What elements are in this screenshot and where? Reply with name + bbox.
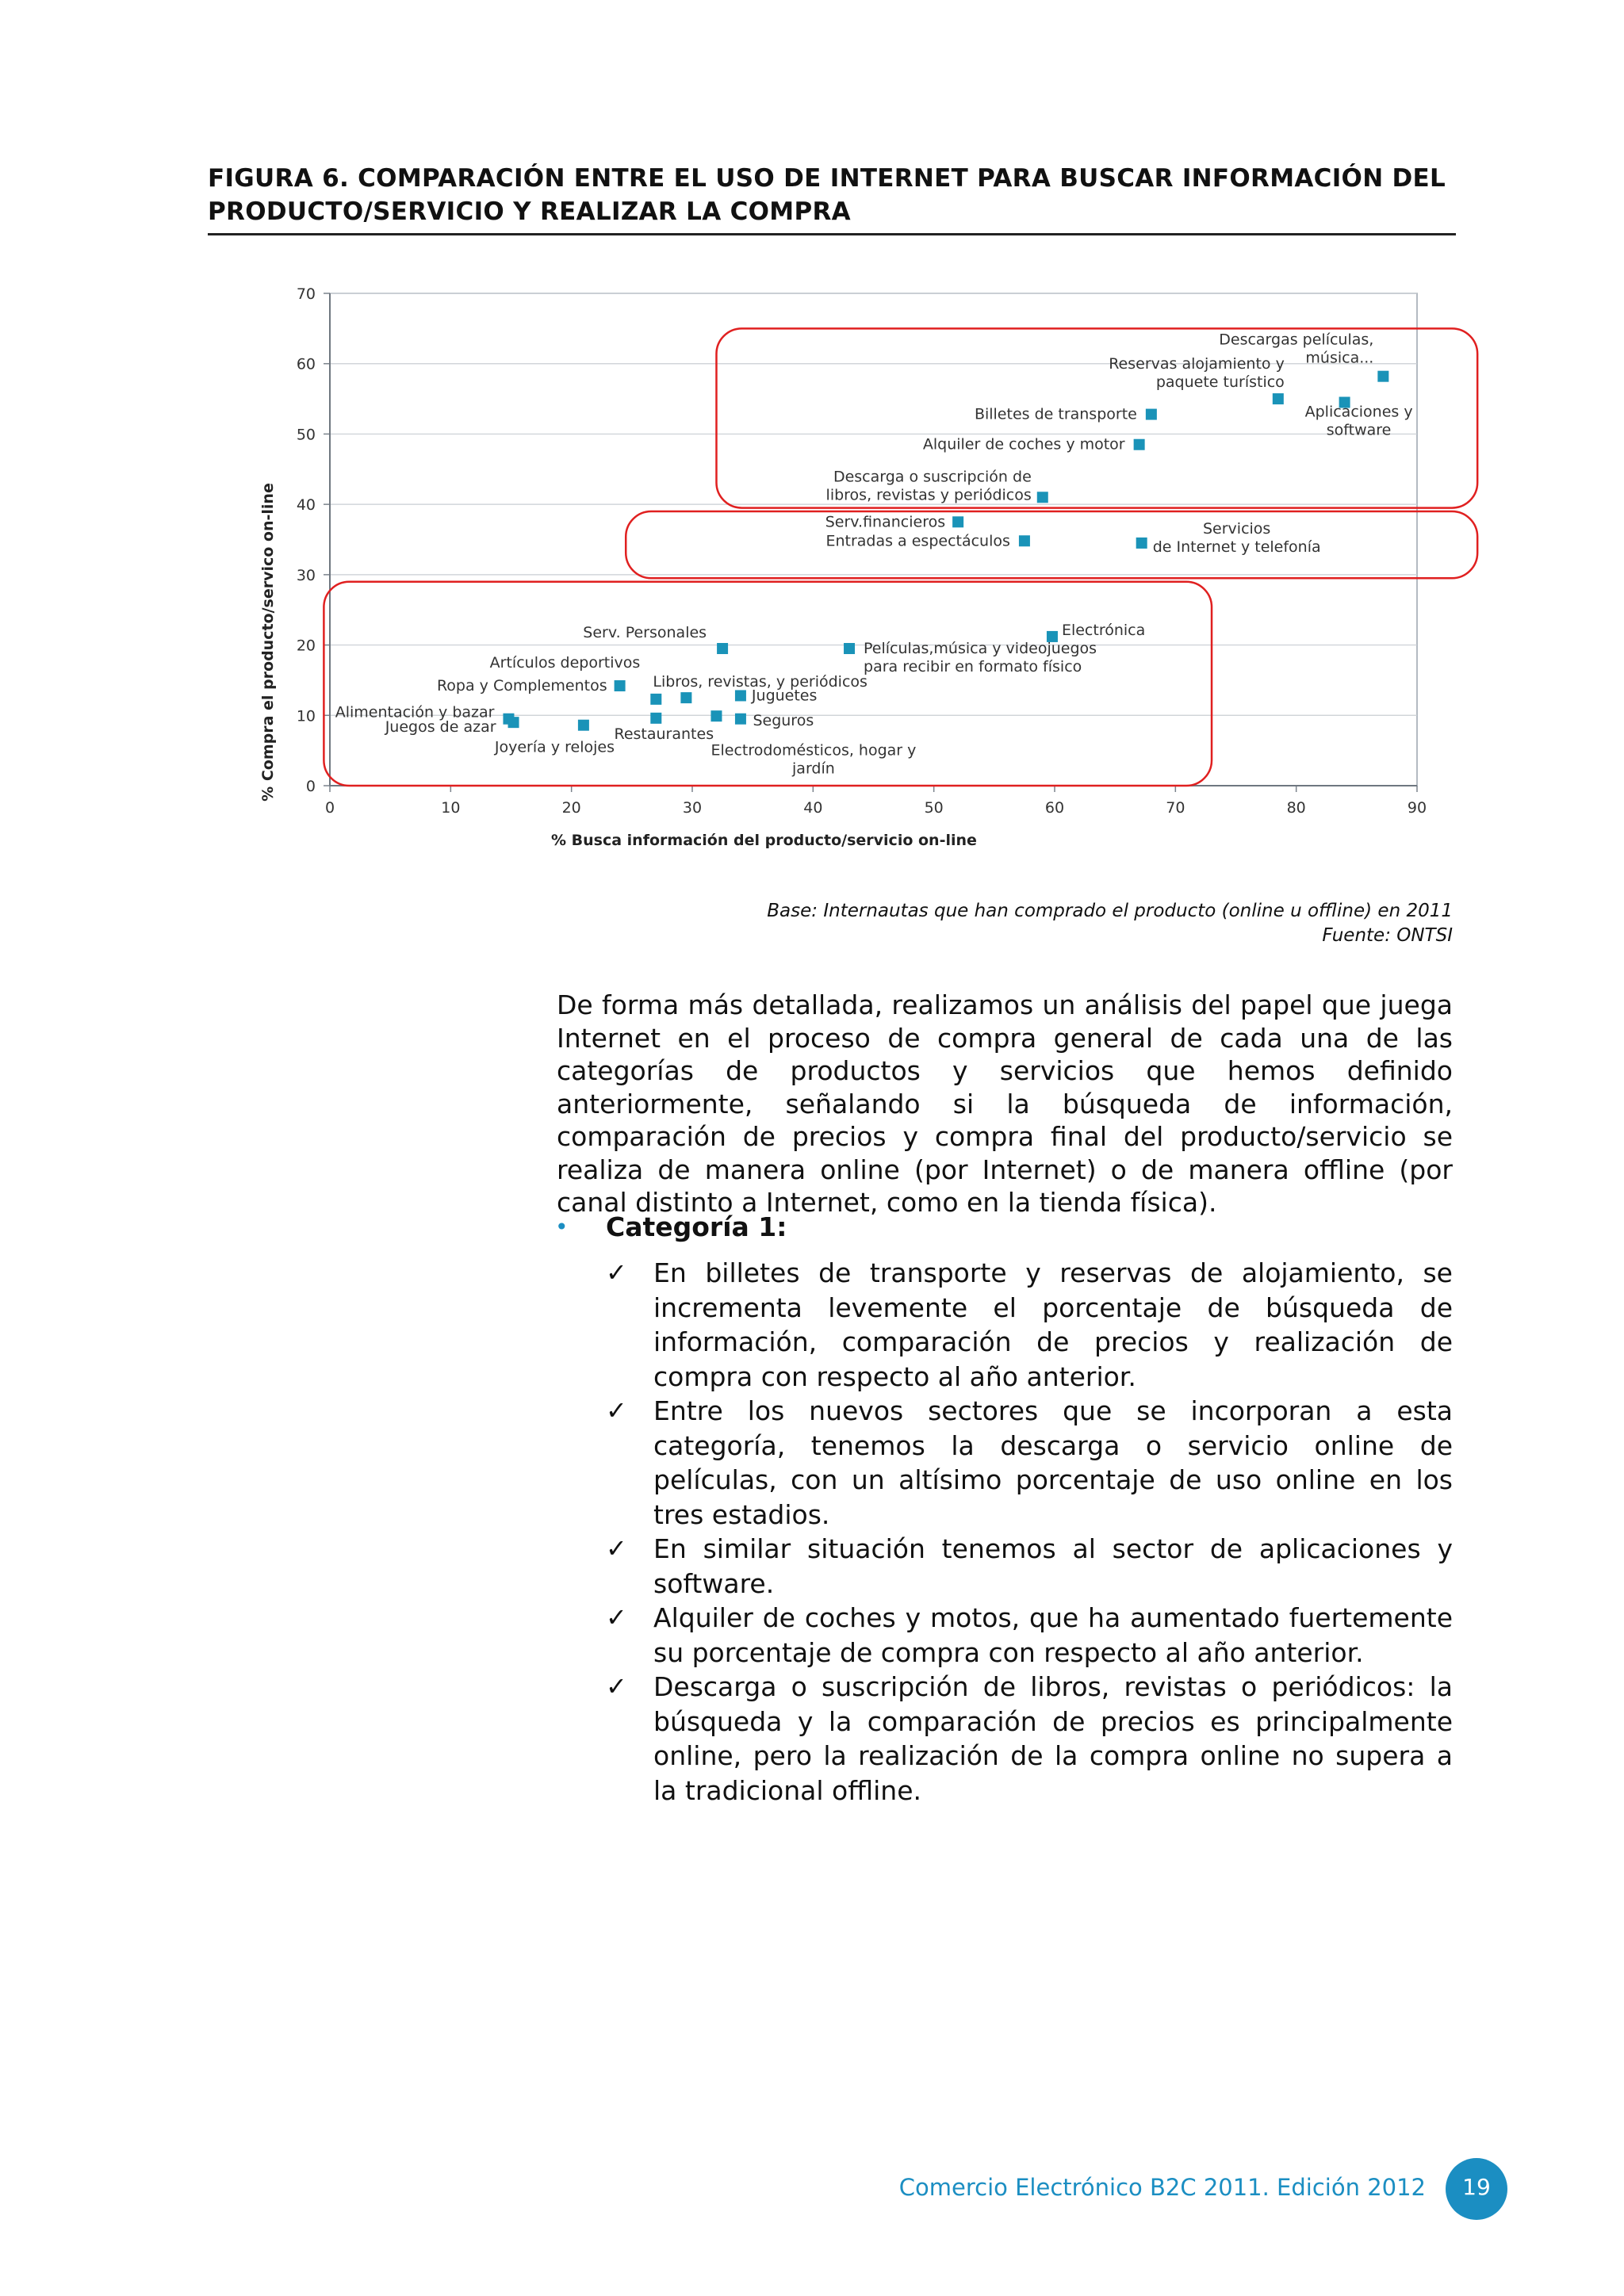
data-point xyxy=(578,720,589,731)
data-point xyxy=(717,643,728,654)
bullet-dot-icon: • xyxy=(555,1214,569,1240)
data-point xyxy=(1146,409,1157,420)
y-tick-label: 0 xyxy=(305,778,316,795)
data-point xyxy=(710,710,722,721)
checkmark-icon: ✓ xyxy=(606,1533,627,1563)
data-point xyxy=(1134,439,1145,450)
scatter-chart xyxy=(238,270,1491,864)
data-point xyxy=(735,690,746,701)
checkmark-icon: ✓ xyxy=(606,1671,627,1701)
category-checklist xyxy=(606,1256,1453,1808)
data-point xyxy=(1377,371,1388,382)
list-item-text: Alquiler de coches y motos, que ha aumentado fuertemente su porcentaje de compra con respecto al año anterior. xyxy=(653,1602,1453,1668)
scatter-chart-svg xyxy=(238,270,1491,864)
category-label: Categoría 1: xyxy=(606,1211,787,1242)
data-point xyxy=(1136,538,1147,549)
x-tick-label: 60 xyxy=(1044,799,1065,817)
list-item xyxy=(606,1532,1453,1601)
point-label: Billetes de transporte xyxy=(974,405,1137,423)
point-label: Reservas alojamiento y paquete turístico xyxy=(1109,355,1285,392)
list-item xyxy=(606,1670,1453,1808)
point-label: Aplicaciones y software xyxy=(1304,403,1413,439)
point-label: Alquiler de coches y motor xyxy=(922,435,1125,453)
data-point xyxy=(615,680,626,691)
point-label: Películas,música y videojuegos para recibir en formato físico xyxy=(864,640,1097,676)
data-point xyxy=(1037,492,1048,503)
x-tick-label: 80 xyxy=(1286,799,1306,817)
point-label: Entradas a espectáculos xyxy=(825,532,1010,550)
y-tick-label: 10 xyxy=(296,707,316,725)
list-item-text: En similar situación tenemos al sector de aplicaciones y software. xyxy=(653,1533,1453,1599)
point-label: Descarga o suscripción de libros, revistas y periódicos xyxy=(825,468,1032,504)
point-label: Electrodomésticos, hogar y jardín xyxy=(710,741,917,778)
figure-caption xyxy=(767,899,1453,948)
page-number-badge: 19 xyxy=(1446,2158,1507,2220)
x-tick-label: 50 xyxy=(924,799,944,817)
y-tick-label: 40 xyxy=(296,496,316,515)
list-item xyxy=(606,1256,1453,1394)
point-label: Seguros xyxy=(753,712,814,730)
point-label: Alimentación y bazar xyxy=(335,703,495,721)
checkmark-icon: ✓ xyxy=(606,1257,627,1288)
data-point xyxy=(952,516,963,527)
x-tick-label: 40 xyxy=(803,799,823,817)
point-label: Joyería y relojes xyxy=(494,738,615,756)
footer-publication: Comercio Electrónico B2C 2011. Edición 2012 xyxy=(898,2174,1426,2201)
point-label: Electrónica xyxy=(1061,621,1146,639)
data-point xyxy=(508,717,519,728)
point-label: Libros, revistas, y periódicos xyxy=(653,673,868,691)
point-label: Serv. Personales xyxy=(583,624,707,642)
data-point xyxy=(1019,535,1030,546)
checkmark-icon: ✓ xyxy=(606,1395,627,1425)
x-tick-label: 20 xyxy=(561,799,581,817)
body-paragraph: De forma más detallada, realizamos un análisis del papel que juega Internet en el proceso de compra general de cada una de las categorías de productos y servicios que hemos definido anteriormente, señalando si la búsqueda de información, comparación de precios y compra final del producto/servicio se realiza de manera online (por Internet) o de manera offline (por canal distinto a Internet, como en la tienda física). xyxy=(557,989,1453,1218)
x-tick-label: 30 xyxy=(682,799,703,817)
y-tick-label: 20 xyxy=(296,637,316,655)
list-item-text: Descarga o suscripción de libros, revistas o periódicos: la búsqueda y la comparación de precios es principalmente online, pero la realización de la compra online no supera a la tradicional offline. xyxy=(653,1671,1453,1806)
x-axis-title: % Busca información del producto/servicio on-line xyxy=(551,832,977,849)
point-label: Juegos de azar xyxy=(385,718,496,737)
list-item-text: En billetes de transporte y reservas de alojamiento, se incrementa levemente el porcentaje de búsqueda de información, comparación de precios y realización de compra con respecto al año anterior. xyxy=(653,1257,1453,1392)
y-tick-label: 60 xyxy=(296,355,316,373)
x-tick-label: 0 xyxy=(324,799,335,817)
data-point xyxy=(650,713,661,724)
list-item-text: Entre los nuevos sectores que se incorporan a esta categoría, tenemos la descarga o servicio online de películas, con un altísimo porcentaje de uso online en los tres estadios. xyxy=(653,1395,1453,1530)
data-point xyxy=(1273,393,1284,404)
data-point xyxy=(680,692,691,703)
x-tick-label: 10 xyxy=(441,799,461,817)
figure-title: FIGURA 6. COMPARACIÓN ENTRE EL USO DE INTERNET PARA BUSCAR INFORMACIÓN DEL PRODUCTO/SERVICIO Y REALIZAR LA COMPRA xyxy=(208,162,1456,235)
point-label: Ropa y Complementos xyxy=(436,677,607,695)
caption-base: Base: Internautas que han comprado el producto (online u offline) en 2011 xyxy=(767,901,1453,921)
point-label: Servicios de Internet y telefonía xyxy=(1152,519,1321,556)
point-label: Descargas películas, música... xyxy=(1219,331,1374,367)
point-label: Restaurantes xyxy=(614,725,714,743)
list-item xyxy=(606,1394,1453,1532)
list-item xyxy=(606,1601,1453,1670)
data-point xyxy=(735,714,746,725)
point-label: Serv.financieros xyxy=(825,513,946,531)
point-label: Artículos deportivos xyxy=(489,653,641,672)
x-tick-label: 70 xyxy=(1166,799,1185,817)
y-tick-label: 30 xyxy=(296,566,316,584)
y-tick-label: 50 xyxy=(296,426,316,444)
data-point xyxy=(844,643,855,654)
checkmark-icon: ✓ xyxy=(606,1602,627,1632)
y-tick-label: 70 xyxy=(296,285,316,303)
y-axis-title: % Compra el producto/servico on-line xyxy=(259,483,277,802)
caption-source: Fuente: ONTSI xyxy=(1322,925,1453,946)
point-label: Juguetes xyxy=(751,687,818,705)
x-tick-label: 90 xyxy=(1407,799,1427,817)
data-point xyxy=(650,694,661,705)
